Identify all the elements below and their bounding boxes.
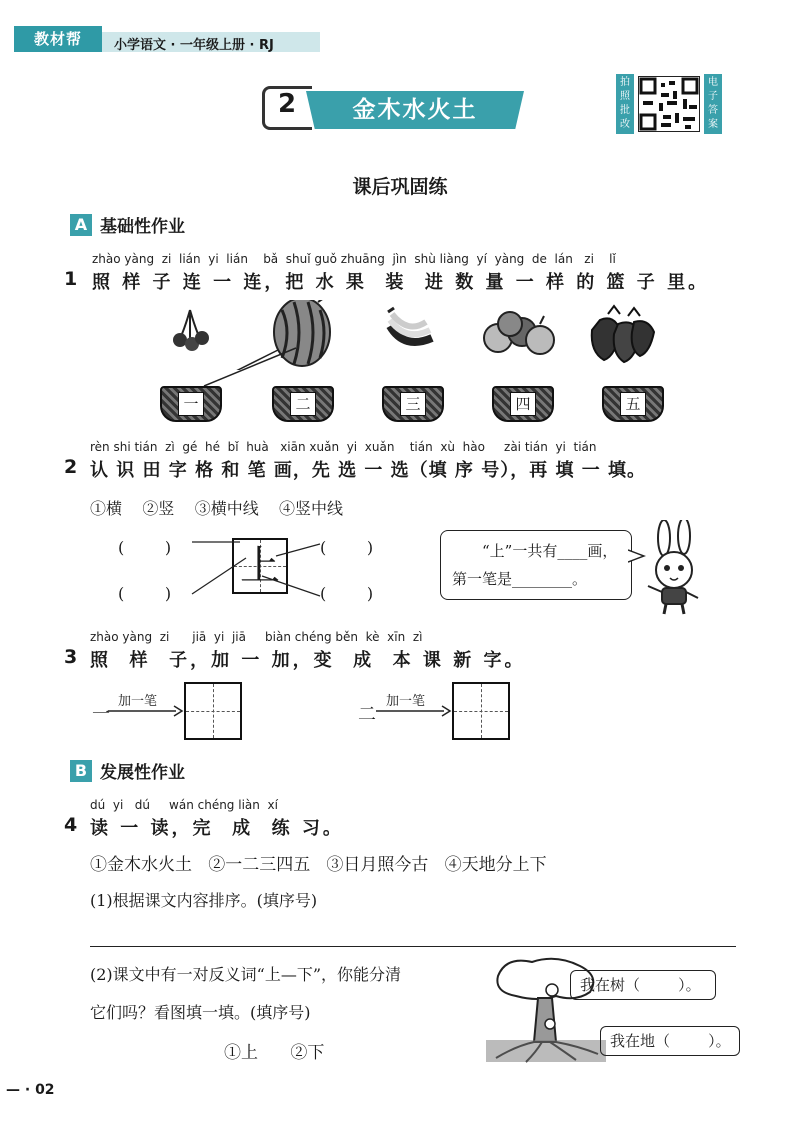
brand-label: 教材帮 — [14, 26, 102, 52]
basket-4[interactable] — [492, 382, 554, 422]
q2-options: ①横 ②竖 ③横中线 ④竖中线 — [90, 499, 344, 518]
strawberry-icon — [592, 306, 654, 362]
q4-items: ①金木水火土 ②一二三四五 ③日月照今古 ④天地分上下 — [90, 855, 547, 875]
q4-choices: ①上 ②下 — [224, 1043, 325, 1063]
basket-5[interactable] — [602, 382, 664, 422]
basket-3[interactable] — [382, 382, 444, 422]
category-a-badge: A — [70, 214, 92, 236]
basket-2-label: 二 — [290, 392, 316, 416]
grid-character: 上 — [240, 543, 280, 589]
category-b-label: 发展性作业 — [100, 763, 185, 783]
basket-5-label: 五 — [620, 392, 646, 416]
bubble-line-1[interactable]: “上”一共有____画， — [482, 542, 618, 560]
book-info: 小学语文 · 一年级上册 · RJ — [114, 38, 274, 53]
banana-icon — [388, 308, 432, 342]
tree-label[interactable]: 我在树（ ）。 — [580, 976, 701, 994]
bubble-line-2[interactable]: 第一笔是________。 — [452, 570, 588, 588]
basket-4-label: 四 — [510, 392, 536, 416]
qr-code-icon[interactable] — [638, 76, 700, 132]
basket-1-label: 一 — [178, 392, 204, 416]
category-a-label: 基础性作业 — [100, 217, 185, 237]
write-grid-2[interactable] — [452, 682, 510, 740]
q3-number: 3 — [64, 646, 78, 668]
basket-2[interactable] — [272, 382, 334, 422]
q2-lines — [190, 536, 330, 606]
answer-line[interactable] — [90, 946, 736, 947]
q1-pinyin: zhào yàng zi lián yi lián bǎ shuǐ guǒ zhuāng jìn shù liàng yí yàng de lán zi lǐ — [92, 252, 616, 266]
q2-text: 认 识 田 字 格 和 笔 画，先 选 一 选（填 序 号），再 填 一 填。 — [90, 460, 646, 481]
qr-panel[interactable] — [616, 74, 722, 134]
cherry-icon — [173, 310, 209, 351]
q1-number: 1 — [64, 268, 78, 290]
ground-label[interactable]: 我在地（ ）。 — [610, 1032, 731, 1050]
category-b-badge: B — [70, 760, 92, 782]
q3-left-char: 一 — [92, 704, 110, 725]
basket-3-label: 三 — [400, 392, 426, 416]
q2-pinyin: rèn shi tián zì gé hé bǐ huà xiān xuǎn yi xuǎn tián xù hào zài tián yi tián — [90, 440, 597, 454]
q3-arrow-label-right: 加一笔 — [386, 694, 426, 709]
category-a — [70, 212, 185, 237]
section-title: 课后巩固练 — [352, 176, 448, 198]
basket-1[interactable] — [160, 382, 222, 422]
lesson-title: 金木水火土 — [352, 97, 478, 123]
q4-text: 读 一 读，完 成 练 习。 — [90, 818, 344, 839]
lesson-number: 2 — [278, 89, 297, 119]
q2-blank-top-left[interactable]: ( ) — [118, 538, 172, 557]
qr-left-label: 拍照批改 — [616, 74, 634, 134]
q3-text: 照 样 子，加 一 加，变 成 本 课 新 字。 — [90, 650, 526, 671]
q2-blank-bottom-left[interactable]: ( ) — [118, 584, 172, 603]
q3-right-char: 二 — [358, 704, 376, 725]
q4-pinyin: dú yi dú wán chéng liàn xí — [90, 798, 278, 812]
qr-right-label: 电子答案 — [704, 74, 722, 134]
category-b — [70, 758, 185, 783]
q4-number: 4 — [64, 814, 78, 836]
q2-blank-top-right[interactable]: ( ) — [320, 538, 374, 557]
q3-pinyin: zhào yàng zi jiā yi jiā biàn chéng běn kè xīn zì — [90, 630, 423, 644]
q2-number: 2 — [64, 456, 78, 478]
q4-sub2-line2: 它们吗？看图填一填。(填序号) — [90, 1003, 311, 1022]
q3-arrow-label-left: 加一笔 — [118, 694, 158, 709]
apple-icon — [484, 312, 554, 354]
rabbit-icon — [640, 520, 710, 616]
q1-text: 照 样 子 连 一 连，把 水 果 装 进 数 量 一 样 的 篮 子 里。 — [92, 272, 710, 293]
page-number: — · 02 — [6, 1082, 55, 1098]
q4-sub1: (1)根据课文内容排序。(填序号) — [90, 891, 318, 910]
arrow-right-icon — [376, 704, 452, 718]
q4-sub2-line1: (2)课文中有一对反义词“上—下”，你能分清 — [90, 965, 402, 984]
write-grid-1[interactable] — [184, 682, 242, 740]
arrow-right-icon — [108, 704, 184, 718]
q2-blank-bottom-right[interactable]: ( ) — [320, 584, 374, 603]
